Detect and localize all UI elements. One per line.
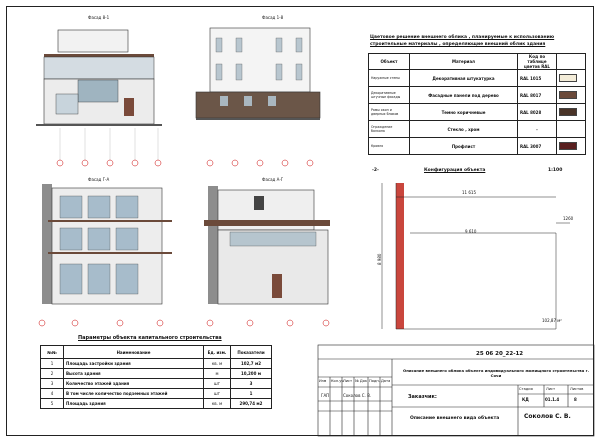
colors-material: Декоративная штукатурка bbox=[410, 70, 518, 87]
params-row bbox=[41, 359, 272, 369]
color-swatch bbox=[559, 91, 577, 99]
colors-title-line1: Цветовое решение внешнего облика , планируемые к использованию bbox=[370, 35, 555, 40]
stamp-sheet: 01.1.4 bbox=[545, 397, 560, 402]
colors-code: RAL 3007 bbox=[518, 138, 557, 155]
params-cell: 1 bbox=[41, 359, 64, 369]
params-cell: кв. м bbox=[204, 399, 231, 409]
elevation-label: Фасад Г-А bbox=[88, 177, 110, 182]
colors-swatch-cell bbox=[557, 70, 586, 87]
colors-header: Объект bbox=[369, 54, 410, 70]
params-header: Ед. изм. bbox=[204, 346, 231, 359]
params-cell: 102,7 м2 bbox=[231, 359, 272, 369]
colors-swatch-cell bbox=[557, 104, 586, 121]
params-header: Показатели bbox=[231, 346, 272, 359]
colors-object: Кровля bbox=[369, 138, 410, 155]
stamp-stage-header: Лист bbox=[546, 387, 556, 391]
stamp-sheets: 8 bbox=[574, 397, 577, 402]
colors-title-line2: строительные материалы , определяющие внешний облик здания bbox=[370, 42, 546, 47]
elevation-drawing-1 bbox=[30, 20, 180, 170]
colors-material: Стекло , хром bbox=[410, 121, 518, 138]
colors-object: Декоративные штучные фасады bbox=[369, 87, 410, 104]
stamp-stage: КД bbox=[522, 397, 529, 402]
params-cell: 2 bbox=[41, 369, 64, 379]
params-cell: 3 bbox=[41, 379, 64, 389]
stamp-sheet-title: Описание внешнего вида объекта bbox=[410, 416, 500, 421]
dim-right: 1260 bbox=[563, 216, 574, 221]
colors-header-row bbox=[369, 54, 586, 70]
stamp-signature: Соколов С. В. bbox=[524, 413, 571, 420]
params-row bbox=[41, 389, 272, 399]
dim-left: 8 980 bbox=[377, 253, 382, 265]
params-cell: Количество этажей здания bbox=[64, 379, 204, 389]
elevation-label: Фасад 1-8 bbox=[262, 15, 284, 20]
colors-object: Рамы окон и дверных блоков bbox=[369, 104, 410, 121]
color-swatch bbox=[559, 142, 577, 150]
stamp-gap: ГАП bbox=[321, 393, 330, 398]
config-plan bbox=[370, 175, 590, 330]
params-cell: 10,200 м bbox=[231, 369, 272, 379]
elevation-label: Фасад 8-1 bbox=[88, 15, 110, 20]
params-row bbox=[41, 369, 272, 379]
stamp-col: Лист bbox=[343, 379, 353, 383]
config-area: 102,87 м² bbox=[542, 318, 562, 323]
dim-mid: 9 610 bbox=[465, 229, 477, 234]
config-scale: 1:100 bbox=[548, 168, 563, 173]
colors-header-swatch bbox=[557, 54, 586, 70]
colors-row bbox=[369, 104, 586, 121]
colors-code: RAL 1015 bbox=[518, 70, 557, 87]
params-cell: 4 bbox=[41, 389, 64, 399]
params-cell: 1 bbox=[231, 389, 272, 399]
elevation-drawing-2 bbox=[190, 20, 340, 170]
colors-code: RAL 8028 bbox=[518, 104, 557, 121]
stamp-author: Соколов С. В. bbox=[343, 393, 372, 398]
params-cell: 5 bbox=[41, 399, 64, 409]
color-swatch bbox=[559, 74, 577, 82]
stamp-col: Изм bbox=[319, 379, 327, 383]
colors-material: Профлист bbox=[410, 138, 518, 155]
params-cell: шт bbox=[204, 389, 231, 399]
colors-row bbox=[369, 138, 586, 155]
params-header-row bbox=[41, 346, 272, 359]
stamp-col: Подп. bbox=[369, 379, 380, 383]
params-cell: Площадь здания bbox=[64, 399, 204, 409]
stamp-customer: Заказчик: bbox=[408, 394, 437, 400]
params-cell: Площадь застройки здания bbox=[64, 359, 204, 369]
colors-material: Темно коричневые bbox=[410, 104, 518, 121]
params-header: №№ bbox=[41, 346, 64, 359]
colors-table bbox=[368, 53, 586, 155]
stamp-col: Дата bbox=[381, 379, 391, 383]
config-title: Конфигурация объекта bbox=[424, 168, 486, 173]
dim-top: 11 615 bbox=[462, 190, 476, 195]
colors-header: Код по таблице цветов RAL bbox=[518, 54, 557, 70]
stamp-stage-header: Стадия bbox=[519, 387, 533, 391]
colors-row bbox=[369, 87, 586, 104]
params-cell: В том числе количество подземных этажей bbox=[64, 389, 204, 399]
params-cell: кв. м bbox=[204, 359, 231, 369]
colors-row bbox=[369, 121, 586, 138]
stamp-col: Кол.уч bbox=[331, 379, 344, 383]
params-cell: 3 bbox=[231, 379, 272, 389]
colors-swatch-cell bbox=[557, 138, 586, 155]
colors-code: - bbox=[518, 121, 557, 138]
params-table bbox=[40, 345, 272, 409]
elevation-label: Фасад А-Г bbox=[262, 177, 284, 182]
params-row bbox=[41, 399, 272, 409]
colors-object: Ограждение балкона bbox=[369, 121, 410, 138]
colors-material: Фасадные панели под дерево bbox=[410, 87, 518, 104]
stamp-code: 25 06 20_22-12 bbox=[476, 351, 524, 357]
config-mark: -2- bbox=[372, 168, 379, 173]
colors-header: Материал bbox=[410, 54, 518, 70]
elevation-drawing-4 bbox=[190, 180, 340, 330]
params-title: Параметры объекта капитального строительства bbox=[78, 335, 222, 341]
elevation-drawing-3 bbox=[30, 180, 180, 330]
colors-swatch-cell bbox=[557, 121, 586, 138]
color-swatch bbox=[559, 108, 577, 116]
stamp-col: № Док bbox=[355, 379, 368, 383]
colors-object: Наружные стены bbox=[369, 70, 410, 87]
params-cell: Высота здания bbox=[64, 369, 204, 379]
stamp-description: Описание внешнего облика объекта индивидуального жилищного строительства г. Сочи bbox=[402, 368, 590, 378]
params-cell: м bbox=[204, 369, 231, 379]
colors-row bbox=[369, 70, 586, 87]
colors-code: RAL 8017 bbox=[518, 87, 557, 104]
stamp-stage-header: Листов bbox=[570, 387, 584, 391]
params-cell: шт bbox=[204, 379, 231, 389]
params-cell: 290,74 м2 bbox=[231, 399, 272, 409]
colors-swatch-cell bbox=[557, 87, 586, 104]
params-header: Наименование bbox=[64, 346, 204, 359]
params-row bbox=[41, 379, 272, 389]
